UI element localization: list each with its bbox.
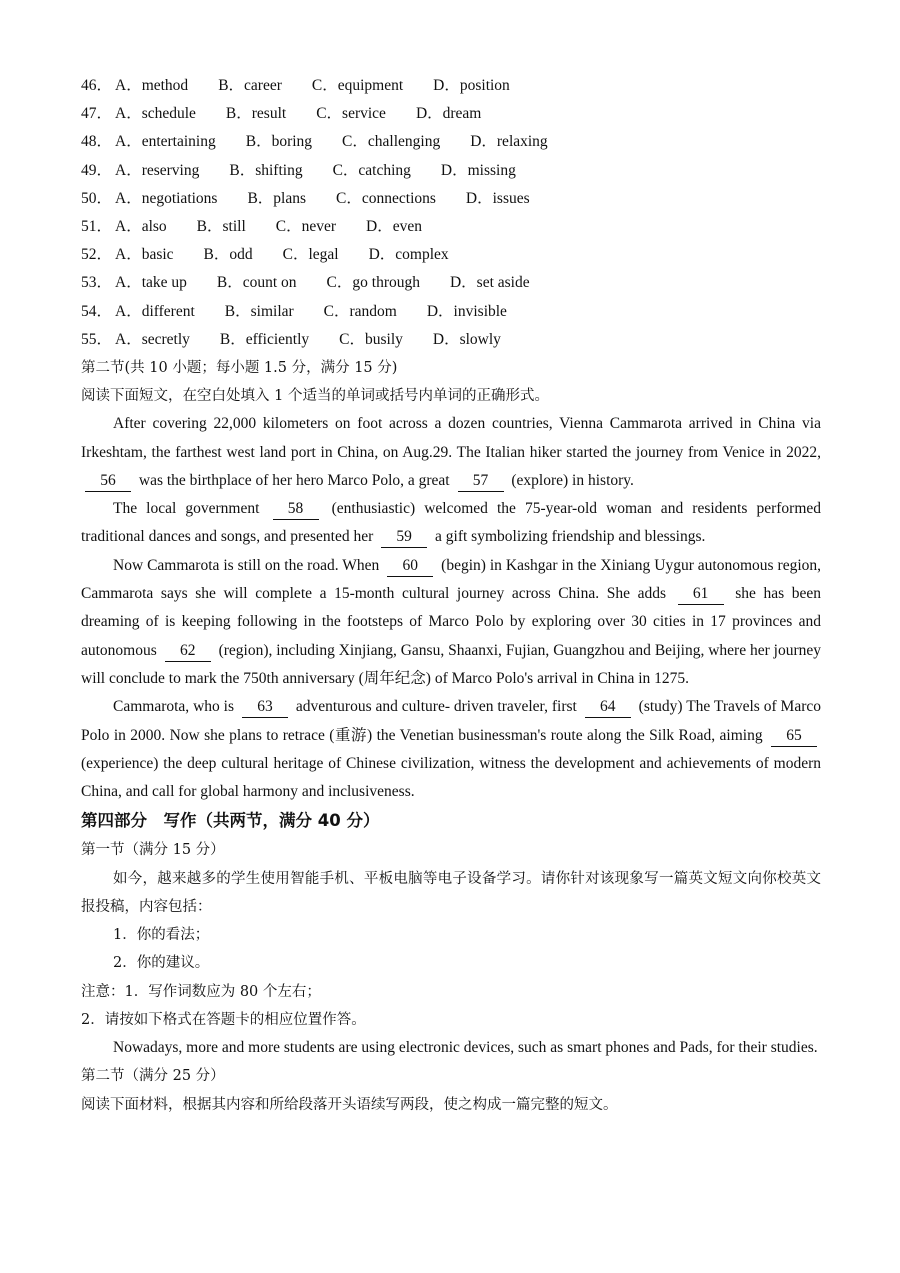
blank-59: 59 xyxy=(381,527,427,548)
blank-60: 60 xyxy=(387,556,433,577)
blank-57: 57 xyxy=(458,471,504,492)
option-row-47: 47． A．schedule B．result C．service D．dream xyxy=(81,105,482,123)
blank-63: 63 xyxy=(242,697,288,718)
blank-62: 62 xyxy=(165,641,211,662)
writing-sec1-header: 第一节（满分 15 分） xyxy=(81,842,225,859)
option-row-49: 49． A．reserving B．shifting C．catching D．missing xyxy=(81,161,516,179)
option-row-55: 55． A．secretly B．efficiently C．busily D．slowly xyxy=(81,330,501,348)
blank-56: 56 xyxy=(85,471,131,492)
writing-note-1: 注意：1．写作词数应为 80 个左右； xyxy=(81,983,321,1000)
passage-paragraph-2: The local government 58 (enthusiastic) welcomed the 75-year-old woman and residents performed traditional dances and songs, and presented her 59 a gift symbolizing friendship and blessings. xyxy=(81,495,821,552)
blank-58: 58 xyxy=(273,499,319,520)
option-row-46: 46． A．method B．career C．equipment D．position xyxy=(81,77,510,94)
blank-61: 61 xyxy=(678,584,724,605)
writing-sec1-prompt: 如今，越来越多的学生使用智能手机、平板电脑等电子设备学习。请你针对该现象写一篇英文短文向你校英文报投稿，内容包括： xyxy=(81,870,821,915)
writing-note-2: 2．请按如下格式在答题卡的相应位置作答。 xyxy=(81,1011,366,1028)
writing-item-2: 2．你的建议。 xyxy=(113,955,210,972)
passage-paragraph-3: Now Cammarota is still on the road. When 60 (begin) in Kashgar in the Xiniang Uygur autonomous region, Cammarota says she will complete a 15-month cultural journey across China. She adds 61 she has been dreaming of is keeping following in the footsteps of Marco Polo by exploring over 30 cities in 17 provinces and autonomous 62 (region), including Xinjiang, Gansu, Shaanxi, Fujian, Guangzhou and Beijing, where her journey will conclude to mark the 750th anniversary (周年纪念) of Marco Polo's arrival in China in 1275. xyxy=(81,556,822,687)
option-row-53: 53． A．take up B．count on C．go through D．set aside xyxy=(81,274,530,292)
option-row-52: 52． A．basic B．odd C．legal D．complex xyxy=(81,246,449,264)
option-row-50: 50． A．negotiations B．plans C．connections D．issues xyxy=(81,189,530,207)
section2-header: 第二节(共 10 小题；每小题 1.5 分，满分 15 分) xyxy=(81,359,398,376)
passage-paragraph-1: After covering 22,000 kilometers on foot across a dozen countries, Vienna Cammarota arrived in China via Irkeshtam, the farthest west land port in China, on Aug.29. The Italian hiker started the journey from Venice in 2022, 56 was the birthplace of her hero Marco Polo, a great 57 (explore) in history. xyxy=(81,410,821,495)
exam-page xyxy=(81,72,821,1119)
passage-paragraph-4: Cammarota, who is 63 adventurous and culture- driven traveler, first 64 (study) The Travels of Marco Polo in 2000. Now she plans to retrace (重游) the Venetian businessman's route along the Silk Road, aiming 65 (experience) the deep cultural heritage of Chinese civilization, witness the development and achievements of modern China, and call for global harmony and inclusiveness. xyxy=(81,698,822,801)
section2-instruction: 阅读下面短文，在空白处填入 1 个适当的单词或括号内单词的正确形式。 xyxy=(81,388,549,405)
blank-64: 64 xyxy=(585,697,631,718)
option-row-54: 54． A．different B．similar C．random D．invisible xyxy=(81,302,507,320)
writing-starter: Nowadays, more and more students are using electronic devices, such as smart phones and Pads, for their studies. xyxy=(113,1039,818,1057)
part4-title: 第四部分 写作（共两节，满分 40 分） xyxy=(81,811,380,831)
blank-65: 65 xyxy=(771,726,817,747)
option-row-48: 48． A．entertaining B．boring C．challenging D．relaxing xyxy=(81,133,548,151)
option-row-51: 51． A．also B．still C．never D．even xyxy=(81,217,422,235)
writing-item-1: 1．你的看法； xyxy=(113,927,210,944)
options-list xyxy=(81,72,821,354)
writing-sec2-prompt: 阅读下面材料，根据其内容和所给段落开头语续写两段，使之构成一篇完整的短文。 xyxy=(81,1096,618,1113)
writing-sec2-header: 第二节（满分 25 分） xyxy=(81,1068,225,1085)
